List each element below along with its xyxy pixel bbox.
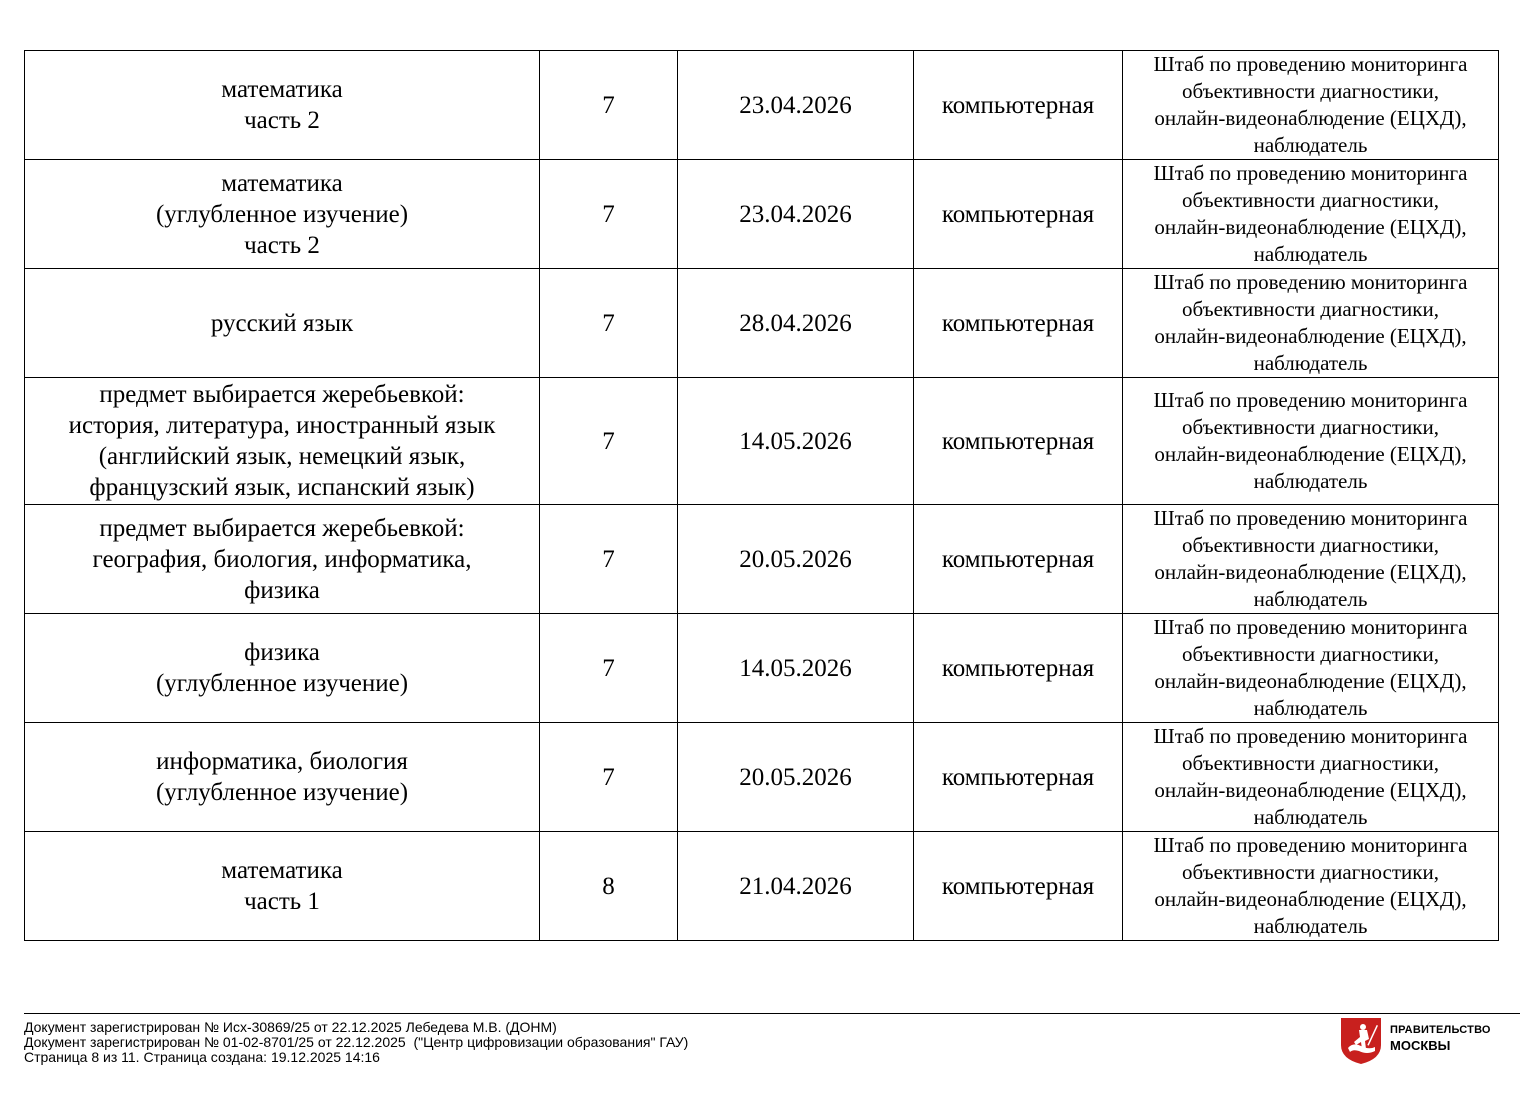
date-cell: 14.05.2026 [678,614,914,723]
monitoring-cell-line: наблюдатель [1253,242,1368,266]
date-cell: 23.04.2026 [678,51,914,160]
exam-form-cell: компьютерная [914,505,1123,614]
table-row [25,723,1499,832]
grade-cell: 7 [540,614,678,723]
subject-cell-line: физика [244,576,320,604]
exam-form-cell: компьютерная [914,378,1123,505]
monitoring-cell [1123,723,1499,832]
monitoring-cell-line: объективности диагностики, [1182,860,1439,884]
subject-cell-line: предмет выбирается жеребьевкой: [99,514,465,542]
subject-cell-line: география, биология, информатика, [92,545,472,573]
exam-form-cell: компьютерная [914,51,1123,160]
exam-form-cell: компьютерная [914,614,1123,723]
monitoring-cell-line: Штаб по проведению мониторинга [1153,270,1468,294]
monitoring-cell-line: наблюдатель [1253,469,1368,493]
date-cell: 23.04.2026 [678,160,914,269]
date-cell: 28.04.2026 [678,269,914,378]
monitoring-cell-line: объективности диагностики, [1182,297,1439,321]
grade-cell: 7 [540,269,678,378]
subject-cell-line: часть 2 [244,231,320,259]
monitoring-cell-line: онлайн-видеонаблюдение (ЕЦХД), [1154,324,1467,348]
subject-cell-line: (углубленное изучение) [155,670,409,697]
subject-cell-line: русский язык [210,309,354,337]
monitoring-cell-line: онлайн-видеонаблюдение (ЕЦХД), [1154,442,1467,466]
monitoring-cell-line: онлайн-видеонаблюдение (ЕЦХД), [1154,560,1467,584]
grade-cell: 7 [540,51,678,160]
subject-cell [25,269,540,378]
monitoring-cell [1123,269,1499,378]
table-row [25,51,1499,160]
subject-cell-line: (английский язык, немецкий язык, [98,443,466,470]
monitoring-cell-line: объективности диагностики, [1182,415,1439,439]
exam-form-cell: компьютерная [914,160,1123,269]
government-title-line-2: МОСКВЫ [1390,1038,1451,1053]
subject-cell [25,51,540,160]
subject-cell-line: предмет выбирается жеребьевкой: [99,381,465,408]
subject-cell-line: физика [244,639,320,666]
table-row [25,378,1499,505]
monitoring-cell-line: объективности диагностики, [1182,751,1439,775]
registration-line-2: Документ зарегистрирован № 01-02-8701/25 от 22.12.2025 ("Центр цифровизации образования" ГАУ) [24,1034,689,1050]
monitoring-cell-line: Штаб по проведению мониторинга [1153,724,1468,748]
exam-schedule-table [24,50,1499,941]
monitoring-cell-line: онлайн-видеонаблюдение (ЕЦХД), [1154,778,1467,802]
subject-cell [25,614,540,723]
table-body [25,51,1499,941]
subject-cell-line: французский язык, испанский язык) [89,474,475,501]
monitoring-cell [1123,378,1499,505]
table-row [25,505,1499,614]
grade-cell: 7 [540,505,678,614]
monitoring-cell-line: объективности диагностики, [1182,642,1439,666]
exam-form-cell: компьютерная [914,832,1123,941]
monitoring-cell [1123,505,1499,614]
exam-form-cell: компьютерная [914,269,1123,378]
page-info-line: Страница 8 из 11. Страница создана: 19.12.2025 14:16 [24,1049,380,1065]
monitoring-cell-line: Штаб по проведению мониторинга [1153,615,1468,639]
monitoring-cell-line: объективности диагностики, [1182,533,1439,557]
monitoring-cell-line: наблюдатель [1253,351,1368,375]
footer-divider [24,1013,1520,1014]
subject-cell [25,505,540,614]
subject-cell [25,832,540,941]
table-row [25,269,1499,378]
monitoring-cell-line: онлайн-видеонаблюдение (ЕЦХД), [1154,215,1467,239]
grade-cell: 8 [540,832,678,941]
grade-cell: 7 [540,378,678,505]
monitoring-cell-line: онлайн-видеонаблюдение (ЕЦХД), [1154,106,1467,130]
monitoring-cell-line: Штаб по проведению мониторинга [1153,52,1468,76]
monitoring-cell [1123,160,1499,269]
monitoring-cell-line: наблюдатель [1253,696,1368,720]
monitoring-cell-line: наблюдатель [1253,133,1368,157]
date-cell: 14.05.2026 [678,378,914,505]
monitoring-cell-line: Штаб по проведению мониторинга [1153,506,1468,530]
subject-cell-line: математика [221,169,343,197]
subject-cell [25,160,540,269]
subject-cell-line: математика [221,76,343,103]
monitoring-cell-line: наблюдатель [1253,805,1368,829]
monitoring-cell-line: объективности диагностики, [1182,188,1439,212]
table-row [25,160,1499,269]
subject-cell-line: часть 1 [244,888,320,915]
monitoring-cell [1123,51,1499,160]
date-cell: 20.05.2026 [678,505,914,614]
table-row [25,832,1499,941]
monitoring-cell-line: Штаб по проведению мониторинга [1153,161,1468,185]
monitoring-cell [1123,832,1499,941]
date-cell: 21.04.2026 [678,832,914,941]
monitoring-cell-line: объективности диагностики, [1182,79,1439,103]
registration-line-1: Документ зарегистрирован № Исх-30869/25 от 22.12.2025 Лебедева М.В. (ДОНМ) [24,1019,557,1035]
moscow-government-logo [1339,1015,1489,1067]
grade-cell: 7 [540,160,678,269]
monitoring-cell-line: наблюдатель [1253,914,1368,938]
government-title-line-1: ПРАВИТЕЛЬСТВО [1390,1024,1491,1036]
grade-cell: 7 [540,723,678,832]
subject-cell [25,723,540,832]
moscow-coat-of-arms-icon [1339,1015,1383,1065]
exam-form-cell: компьютерная [914,723,1123,832]
monitoring-cell-line: наблюдатель [1253,587,1368,611]
monitoring-cell-line: онлайн-видеонаблюдение (ЕЦХД), [1154,887,1467,911]
subject-cell-line: история, литература, иностранный язык [68,412,496,439]
subject-cell-line: математика [221,857,343,884]
subject-cell-line: (углубленное изучение) [155,779,409,806]
date-cell: 20.05.2026 [678,723,914,832]
subject-cell-line: часть 2 [244,107,320,134]
subject-cell-line: (углубленное изучение) [155,200,409,228]
monitoring-cell-line: Штаб по проведению мониторинга [1153,833,1468,857]
table-row [25,614,1499,723]
subject-cell [25,378,540,505]
subject-cell-line: информатика, биология [156,748,408,775]
monitoring-cell-line: онлайн-видеонаблюдение (ЕЦХД), [1154,669,1467,693]
government-title [1390,1023,1491,1054]
monitoring-cell [1123,614,1499,723]
registration-footer [24,1020,688,1065]
monitoring-cell-line: Штаб по проведению мониторинга [1153,388,1468,412]
